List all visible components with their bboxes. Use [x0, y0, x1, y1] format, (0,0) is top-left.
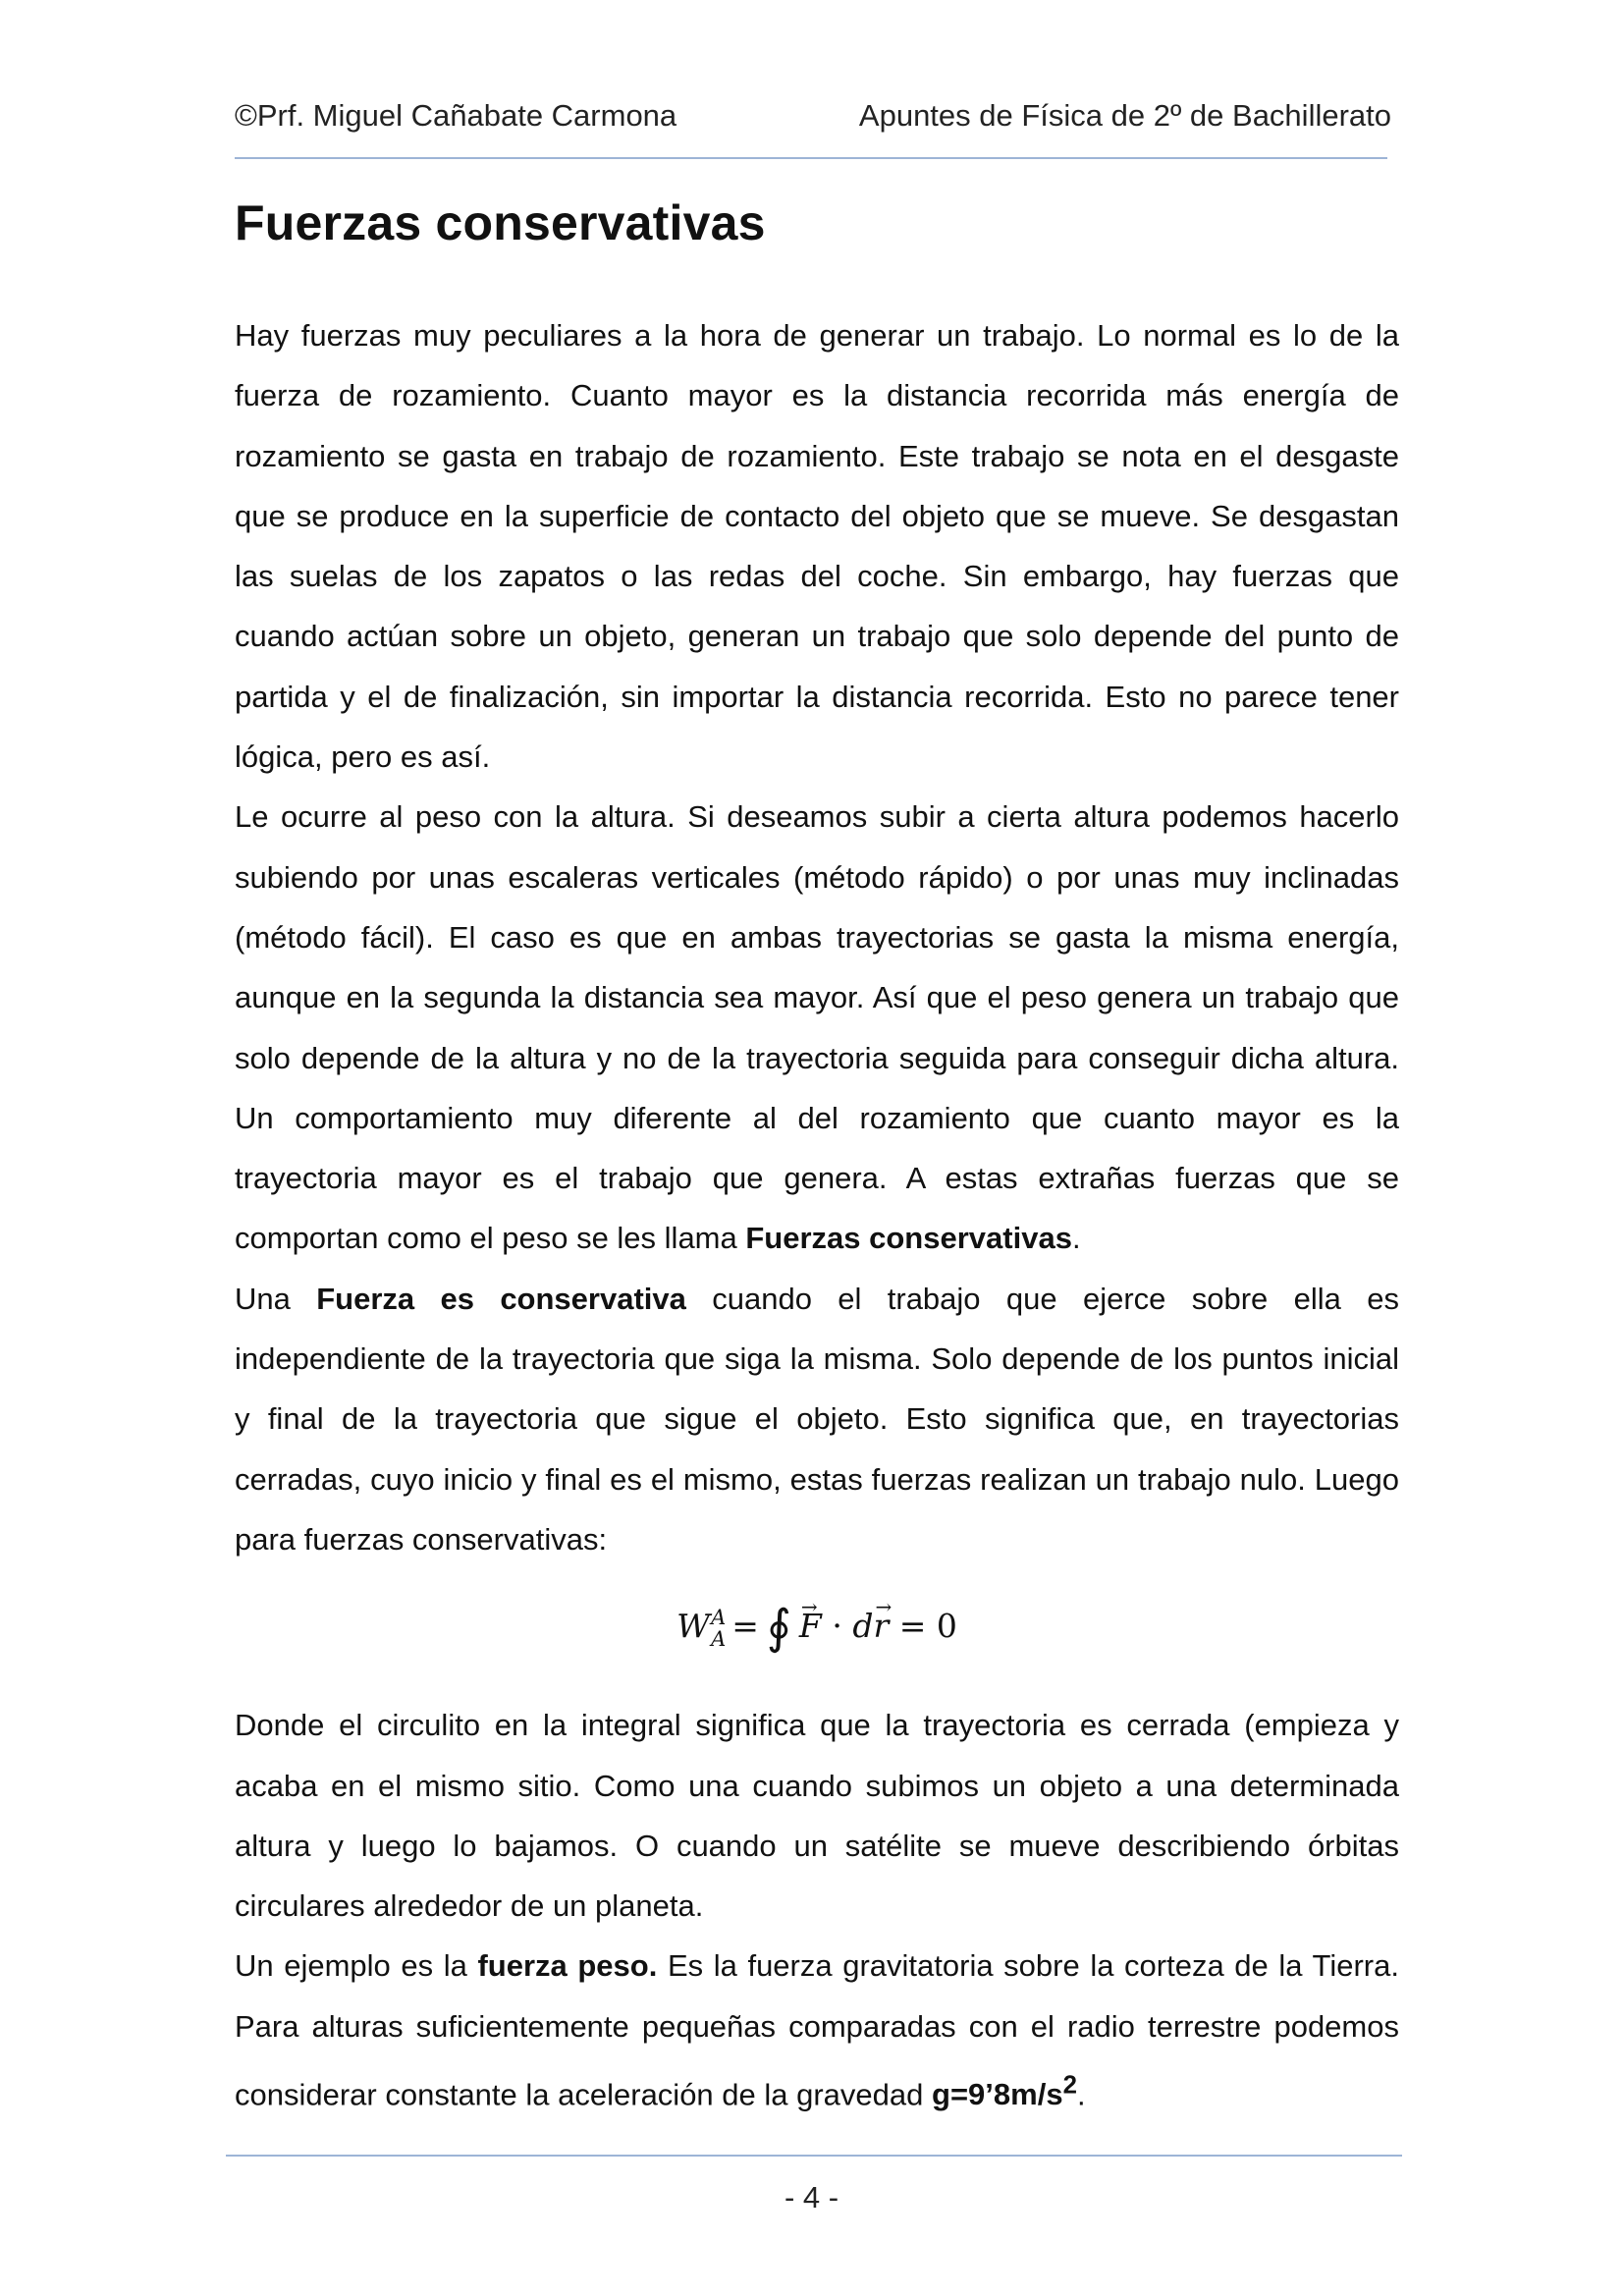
paragraph-friction: Hay fuerzas muy peculiares a la hora de generar un trabajo. Lo normal es lo de la fuerza de rozamiento. Cuanto mayor es la distancia recorrida más energía de rozamiento se gasta en trabajo de rozamiento. Este trabajo se nota en el desgaste que se produce en la superficie de contacto del objeto que se mueve. Se desgastan las suelas de los zapatos o las redas del coche. Sin embargo, hay fuerzas que cuando actúan sobre un objeto, generan un trabajo que solo depende del punto de partida y el de finalización, sin importar la distancia recorrida. Esto no parece tener lógica, pero es así. — [235, 318, 1399, 775]
footer-rule — [226, 2155, 1402, 2157]
page-header — [235, 98, 1391, 141]
formula-differential: d — [852, 1607, 874, 1646]
gravity-value: $g=9’8m/s^2$ — [932, 2072, 1077, 2112]
term-weight-force: fuerza peso. — [477, 1948, 658, 1984]
term-conservative-forces: Fuerzas conservativas — [745, 1221, 1072, 1256]
document-body — [235, 305, 1399, 2125]
header-rule — [235, 157, 1387, 159]
formula-force-vector: → F — [799, 1607, 822, 1646]
formula-equals: = — [731, 1607, 759, 1646]
term-conservative-force: Fuerza es conservativa — [316, 1281, 686, 1316]
formula-superscript: A — [711, 1606, 727, 1630]
paragraph-weight: Le ocurre al peso con la altura. Si deseamos subir a cierta altura podemos hacerlo subiendo por unas escaleras verticales (método rápido) o por unas muy inclinadas (método fácil). El caso es que en ambas trayectorias se gasta la misma energía, aunque en la segunda la distancia sea mayor. Así que el peso genera un trabajo que solo depende de la altura y no de la trayectoria seguida para conseguir dicha altura. Un comportamiento muy diferente al del rozamiento que cuanto mayor es la trayectoria mayor es el trabajo que genera. A estas extrañas fuerzas que se comportan como el peso se les llama Fuerzas conservativas. — [235, 799, 1399, 1256]
section-title: Fuerzas conservativas — [235, 195, 766, 250]
formula-subscript: A — [711, 1627, 727, 1652]
formula-position-vector: → r — [873, 1607, 889, 1646]
paragraph-closed-path: Donde el circulito en la integral significa que la trayectoria es cerrada (empieza y acaba en el mismo sitio. Como una cuando subimos un objeto a una determinada altura y luego lo bajamos. O cuando un satélite se mueve describiendo órbitas circulares alrededor de un planeta. — [235, 1708, 1399, 1924]
formula-result: = 0 — [898, 1607, 957, 1646]
header-author: ©Prf. Miguel Cañabate Carmona — [235, 98, 677, 133]
header-course: Apuntes de Física de 2º de Bachillerato — [858, 98, 1391, 133]
closed-integral-symbol: ∮ — [766, 1600, 791, 1656]
closed-path-work-formula — [235, 1569, 1399, 1695]
paragraph-definition: Una Fuerza es conservativa cuando el trabajo que ejerce sobre ella es independiente de la trayectoria que siga la misma. Solo depende de los puntos inicial y final de la trayectoria que sigue el objeto. Esto significa que, en trayectorias cerradas, cuyo inicio y final es el mismo, estas fuerzas realizan un trabajo nulo. Luego para fuerzas conservativas: — [235, 1281, 1399, 1557]
paragraph-gravity-example: Un ejemplo es la fuerza peso. Es la fuerza gravitatoria sobre la corteza de la Tierra. Para alturas suficientemente pequeñas comparadas con el radio terrestre podemos considerar constante la aceleración de la gravedad $g=9’8m/s^2$. — [235, 1948, 1399, 2112]
formula-work-symbol: W — [676, 1607, 711, 1646]
formula-dot: · — [832, 1607, 842, 1646]
page-number: - 4 - — [784, 2180, 839, 2214]
